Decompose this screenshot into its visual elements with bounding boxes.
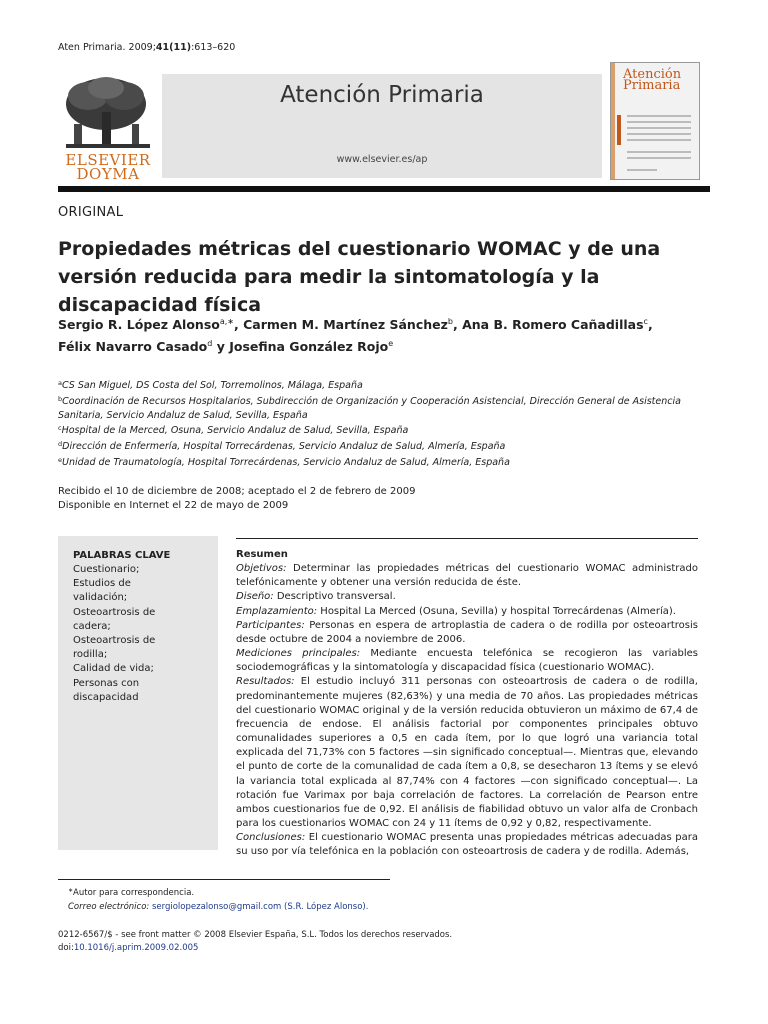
footnote	[68, 884, 368, 914]
author-affiliation-mark: b	[447, 317, 453, 326]
keyword: Osteoartrosis de rodilla;	[73, 635, 156, 661]
abstract-results: Resultados: El estudio incluyó 311 personas con osteoartrosis de cadera o de rodilla, predominantemente mujeres (82,63%) y una media de 70 años. Las propiedades métricas del cuestionario WOMAC original y de la versión reducida obtuvieron un máximo de 67,4 de frecuencia de endose. El análisis factorial por componentes principales obtuvo comunalidades superiores a 0,5 en cada ítem, por lo que logró una variancia total explicada del 71,73% con 5 factores —sin significado conceptual—. Mientras que, elevando el punto de corte de la comunalidad de cada ítem a 0,8, se desecharon 13 ítems y se elevó la variancia total explicada al 87,74% con 4 factores —con significado conceptual—. La rotación fue Varimax por baja correlación de factores. La correlación de Pearson entre ambos cuestionarios fue de 0,92. El análisis de fiabilidad obtuvo un valor alfa de Cronbach para los cuestionarios WOMAC con 24 y 11 ítems de 0,92 y 0,82, respectivamente.	[236, 676, 698, 829]
author-affiliation-mark: a,∗	[219, 317, 235, 326]
abstract-measurements: Mediciones principales: Mediante encuesta telefónica se recogieron las variables sociodemográficas y la sintomatología y discapacidad física (cuestionario WOMAC).	[236, 648, 698, 674]
affiliation-list	[58, 377, 708, 470]
footnote-rule	[58, 879, 390, 880]
citation-line: Aten Primaria. 2009;41(11):613–620	[58, 42, 236, 53]
affiliation: $^c$Hospital de la Merced, Osuna, Servicio Andaluz de Salud, Sevilla, España	[58, 424, 409, 437]
tree-engraving-icon	[58, 74, 158, 154]
abstract-participants: Participantes: Personas en espera de artroplastia de cadera o de rodilla por osteoartrosis desde octubre de 2004 a noviembre de 2006.	[236, 619, 699, 645]
section-label: ORIGINAL	[58, 205, 124, 220]
abstract-objectives: Objetivos: Determinar las propiedades métricas del cuestionario WOMAC administrado telefónicamente y obtener una versión reducida de éste.	[236, 563, 698, 589]
doi-line: doi:10.1016/j.aprim.2009.02.005	[58, 942, 199, 953]
journal-cover-thumbnail	[610, 62, 700, 180]
online-date: Disponible en Internet el 22 de mayo de 2009	[58, 500, 289, 511]
cover-text-line	[627, 127, 691, 129]
received-date: Recibido el 10 de diciembre de 2008; aceptado el 2 de febrero de 2009	[58, 486, 416, 497]
author-name: Sergio R. López Alonso	[58, 317, 220, 332]
abstract-setting: Emplazamiento: Hospital La Merced (Osuna, Sevilla) y hospital Torrecárdenas (Almería).	[236, 605, 676, 617]
keyword: Personas con discapacidad	[73, 677, 140, 703]
author-name: Josefina González Rojo	[229, 339, 389, 354]
affiliation: $^d$Dirección de Enfermería, Hospital Torrecárdenas, Servicio Andaluz de Salud, Almería, España	[58, 440, 506, 453]
abstract-design: Diseño: Descriptivo transversal.	[236, 591, 396, 603]
keyword-list	[73, 563, 173, 705]
journal-header	[162, 74, 602, 178]
cover-text-line	[627, 121, 691, 123]
author-name: Ana B. Romero Cañadillas	[462, 317, 644, 332]
cover-text-line	[627, 133, 691, 135]
affiliation: $^e$Unidad de Traumatología, Hospital Torrecárdenas, Servicio Andaluz de Salud, Almería, España	[58, 455, 510, 468]
abstract	[236, 548, 698, 859]
author-affiliation-mark: e	[388, 339, 394, 348]
abstract-conclusions: Conclusiones: El cuestionario WOMAC presenta unas propiedades métricas adecuadas para su uso por vía telefónica en la población con osteoartrosis de cadera y de rodilla. Además,	[236, 832, 698, 858]
abstract-heading: Resumen	[236, 549, 288, 560]
journal-url: www.elsevier.es/ap	[336, 154, 428, 165]
keyword: Osteoartrosis de cadera;	[73, 606, 156, 632]
journal-title: Atención Primaria	[280, 82, 484, 108]
cover-text-line	[627, 151, 691, 153]
cover-stripe	[611, 63, 615, 180]
cover-text-line	[627, 169, 657, 171]
header-rule	[58, 186, 710, 192]
cover-block	[617, 115, 621, 145]
author-name: Carmen M. Martínez Sánchez	[243, 317, 448, 332]
cover-title: Atención Primaria	[623, 67, 682, 93]
publisher-name: ELSEVIER	[65, 151, 151, 169]
keywords-heading: PALABRAS CLAVE	[73, 550, 171, 561]
keyword: Cuestionario;	[73, 564, 140, 575]
affiliation: $^a$CS San Miguel, DS Costa del Sol, Torremolinos, Málaga, España	[58, 379, 363, 391]
keyword: Calidad de vida;	[73, 663, 154, 675]
keywords-box	[58, 536, 218, 850]
doi-link[interactable]: 10.1016/j.aprim.2009.02.005	[73, 942, 199, 953]
author-affiliation-mark: c	[643, 317, 648, 326]
author-affiliation-mark: d	[207, 339, 213, 348]
author-list: Sergio R. López Alonso$^{a,∗}$, Carmen M. Martínez Sánchez$^b$, Ana B. Romero Cañadillas$^c$, Félix Navarro Casado$^d$ y Josefina González Rojo$^e$	[58, 317, 653, 354]
author-name: Félix Navarro Casado	[58, 339, 208, 354]
publisher-subname: DOYMA	[76, 165, 140, 183]
keyword: Estudios de validación;	[73, 578, 131, 604]
copyright-block	[58, 929, 452, 954]
email-link[interactable]: sergiolopezalonso@gmail.com	[151, 902, 282, 912]
email-line: Correo electrónico: sergiolopezalonso@gmail.com (S.R. López Alonso).	[68, 902, 369, 912]
publisher-logo	[58, 74, 158, 184]
copyright-line: 0212-6567/$ - see front matter © 2008 Elsevier España, S.L. Todos los derechos reservados.	[58, 930, 453, 940]
email-author: (S.R. López Alonso).	[284, 902, 369, 912]
cover-text-line	[627, 157, 691, 159]
corresponding-author-note: ∗Autor para correspondencia.	[68, 887, 195, 898]
abstract-rule	[236, 538, 698, 539]
affiliation: $^b$Coordinación de Recursos Hospitalarios, Subdirección de Organización y Cooperación Asistencial, Dirección General de Asistencia Sanitaria, Servicio Andaluz de Salud, Sevilla, España	[58, 394, 681, 421]
article-title: Propiedades métricas del cuestionario WOMAC y de una versión reducida para medir la sintomatología y la discapacidad física	[58, 238, 661, 316]
cover-text-line	[627, 115, 691, 117]
cover-text-line	[627, 139, 691, 141]
article-dates	[58, 485, 415, 513]
